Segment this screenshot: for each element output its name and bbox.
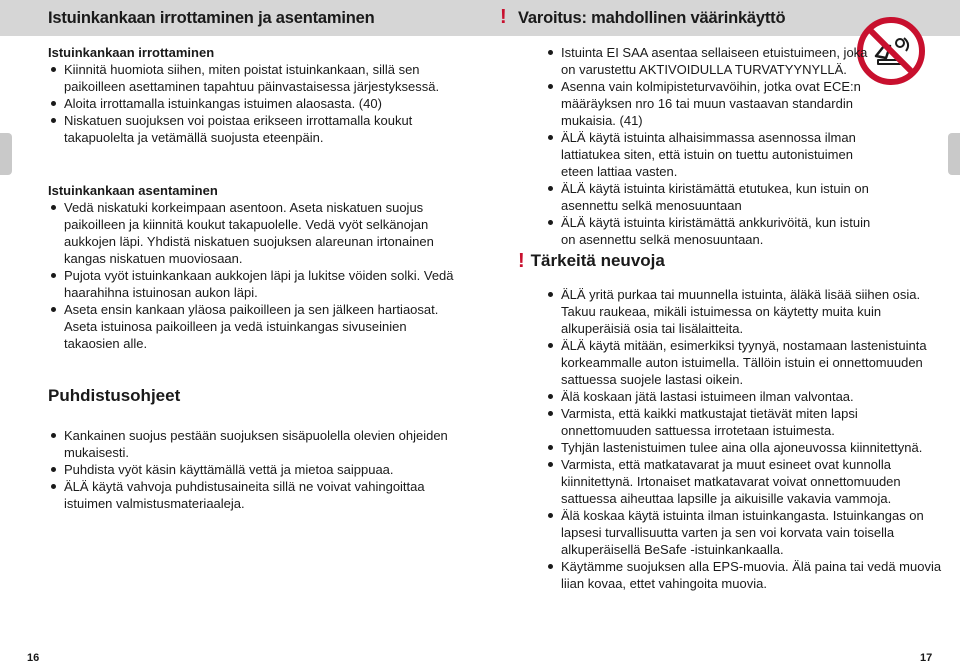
cleaning-list (48, 427, 458, 512)
list-item: ÄLÄ käytä istuinta kiristämättä etutukea, kun istuin on asennettu selkä menosuuntaan (545, 180, 875, 214)
installation-section (48, 182, 458, 352)
advice-exclamation-icon: ! (518, 250, 525, 272)
right-page-title: Varoitus: mahdollinen väärinkäyttö (518, 8, 786, 27)
warning-list (545, 44, 875, 248)
warning-section (545, 44, 875, 248)
installation-list (48, 199, 458, 352)
list-item: Puhdista vyöt käsin käyttämällä vettä ja mietoa saippuaa. (48, 461, 458, 478)
list-item: ÄLÄ yritä purkaa tai muunnella istuinta, äläkä lisää siihen osia. Takuu raukeaa, mikäli istuimessa on käytetty muita kuin alkuperäisiä osia tai lisälaitteita. (545, 286, 945, 337)
list-item: Asenna vain kolmipisteturvavöihin, jotka ovat ECE:n määräyksen nro 16 tai muun vastaavan standardin mukaisia. (41) (545, 78, 875, 129)
list-item: Käytämme suojuksen alla EPS-muovia. Älä paina tai vedä muovia liian kovaa, ettet vahingoita muovia. (545, 558, 945, 592)
list-item: Älä koskaan jätä lastasi istuimeen ilman valvontaa. (545, 388, 945, 405)
list-item: Aseta ensin kankaan yläosa paikoilleen ja sen jälkeen hartiaosat. Aseta istuinosa paikoilleen ja vedä istuinkangas sivuseinien takaosien alle. (48, 301, 458, 352)
list-item: Kiinnitä huomiota siihen, miten poistat istuinkankaan, sillä sen paikoilleen asettaminen tapahtuu päinvastaisessa järjestyksessä. (48, 61, 458, 95)
advice-list (545, 286, 945, 592)
list-item: Älä koskaa käytä istuinta ilman istuinkangasta. Istuinkangas on lapsesi turvallisuutta varten ja sen voi korvata vain toisella alkuperäisellä BeSafe -istuinkankaalla. (545, 507, 945, 558)
list-item: Kankainen suojus pestään suojuksen sisäpuolella olevien ohjeiden mukaisesti. (48, 427, 458, 461)
right-page (480, 0, 960, 667)
left-page-title: Istuinkankaan irrottaminen ja asentaminen (48, 8, 375, 27)
warning-exclamation-icon: ! (500, 6, 507, 28)
list-item: Niskatuen suojuksen voi poistaa erikseen irrottamalla koukut takapuolelta ja vetämällä suojusta eteenpäin. (48, 112, 458, 146)
left-side-tab (0, 133, 12, 175)
list-item: ÄLÄ käytä mitään, esimerkiksi tyynyä, nostamaan lastenistuinta korkeammalle auton istuimella. Tällöin istuin ei onnettomuuden sattuessa suojele lastasi oikein. (545, 337, 945, 388)
installation-heading: Istuinkankaan asentaminen (48, 183, 218, 198)
list-item: ÄLÄ käytä vahvoja puhdistusaineita sillä ne voivat vahingoittaa istuimen valmistusmateriaaleja. (48, 478, 458, 512)
removal-heading: Istuinkankaan irrottaminen (48, 45, 215, 60)
page-number-right: 17 (920, 652, 933, 664)
left-header-bar (0, 0, 480, 36)
advice-section (545, 286, 945, 592)
page-number-left: 16 (27, 652, 40, 664)
advice-heading: Tärkeitä neuvoja (530, 251, 665, 270)
cleaning-section (48, 385, 458, 512)
list-item: Istuinta EI SAA asentaa sellaiseen etuistuimeen, joka on varustettu AKTIVOIDULLA TURVATYYNYLLÄ. (545, 44, 875, 78)
list-item: Varmista, että matkatavarat ja muut esineet ovat kunnolla kiinnitettynä. Irtonaiset matkatavarat voivat onnettomuuden sattuessa aiheuttaa lapsille ja aikuisille vakavia vammoja. (545, 456, 945, 507)
removal-section (48, 44, 458, 146)
list-item: Vedä niskatuki korkeimpaan asentoon. Aseta niskatuen suojus paikoilleen ja kiinnitä koukut takapuolelle. Vedä vyöt selkänojan aukkojen läpi. Yhdistä niskatuen suojuksen alareunan irtonainen kangas niskatuen muoviosaan. (48, 199, 458, 267)
removal-list (48, 61, 458, 146)
list-item: Varmista, että kaikki matkustajat tietävät miten lapsi onnettomuuden sattuessa irrotetaan istuimesta. (545, 405, 945, 439)
list-item: Pujota vyöt istuinkankaan aukkojen läpi ja lukitse vöiden solki. Vedä haarahihna istuinosan aukon läpi. (48, 267, 458, 301)
list-item: Tyhjän lastenistuimen tulee aina olla ajoneuvossa kiinnitettynä. (545, 439, 945, 456)
list-item: ÄLÄ käytä istuinta alhaisimmassa asennossa ilman lattiatukea siten, että istuin on tuettu autonistuimen eteen lattiaa vasten. (545, 129, 875, 180)
list-item: ÄLÄ käytä istuinta kiristämättä ankkurivöitä, kun istuin on asennettu selkä menosuuntaan. (545, 214, 875, 248)
list-item: Aloita irrottamalla istuinkangas istuimen alaosasta. (40) (48, 95, 458, 112)
advice-heading-row (518, 250, 665, 272)
right-side-tab (948, 133, 960, 175)
cleaning-heading: Puhdistusohjeet (48, 386, 181, 405)
